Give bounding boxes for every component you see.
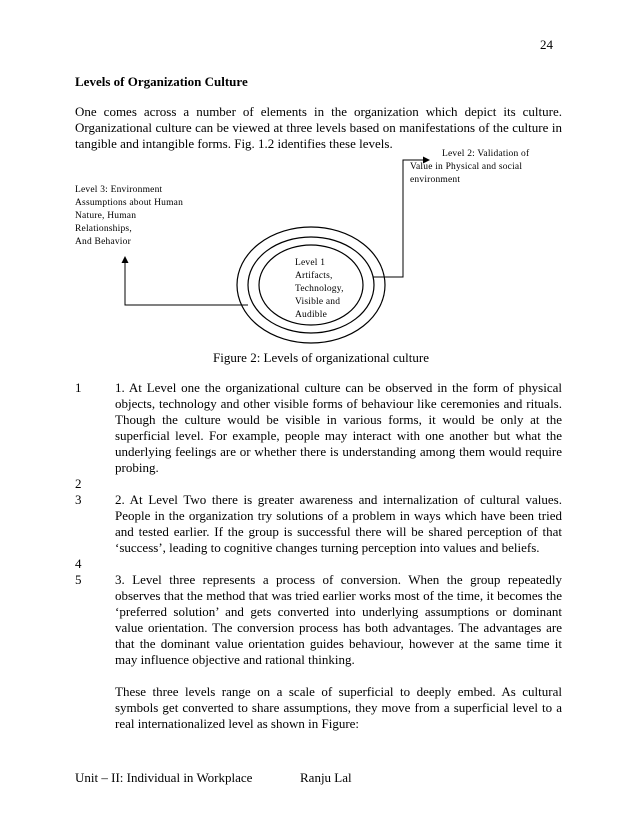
level3-line-1: Level 3: Environment [75,185,163,195]
list-item [75,556,562,572]
level3-line-5: And Behavior [75,237,131,247]
list-item-text: 1. At Level one the organizational culture can be observed in the form of physical objects, technology and other visible forms of behaviour like ceremonies and rituals. Though the culture would be visible in various forms, it would be only at the superficial level. For example, people may interact with one another but what the underlying feelings are or whether there is understanding among them would require probing. [115,380,562,475]
list-item [75,492,562,556]
level1-label [295,257,357,322]
list-item-text: 3. Level three represents a process of conversion. When the group repeatedly observes that the method that was tried earlier works most of the time, it becomes the ‘preferred solution’ and gets converted into underlying assumptions or dominant value orientation. The conversion process has both advantages. The advantages are that the dominant value orientation guides behaviour, however at the same time it may influence objective and rational thinking. [115,572,562,667]
line-number: 3 [75,492,82,507]
level3-arrow-head [122,256,129,263]
line-number: 1 [75,380,82,395]
list-item-text [115,476,562,492]
line-number: 2 [75,476,82,491]
level1-line-2: Artifacts, [295,271,333,281]
numbered-list [75,380,562,732]
footer-author: Ranju Lal [300,770,352,785]
intro-paragraph: One comes across a number of elements in the organization which depict its culture. Organizational culture can be viewed at three levels based on manifestations of the culture in tangible and intangible forms. Fig. 1.2 identifies these levels. [75,104,562,151]
list-item-text: These three levels range on a scale of superficial to deeply embed. As cultural symbols get converted to share assumptions, they move from a superficial level to a real internationalized level as shown in Figure: [115,684,562,731]
level2-label [410,148,562,187]
page-number: 24 [540,37,553,52]
level3-line-4: Relationships, [75,224,132,234]
line-number: 5 [75,572,82,587]
level3-line-2: Assumptions about Human [75,198,184,208]
footer-unit: Unit – II: Individual in Workplace [75,770,253,785]
line-number: 4 [75,556,82,571]
level3-label [75,184,215,249]
list-item-text [115,556,562,572]
figure-caption: Figure 2: Levels of organizational culture [213,350,429,365]
level3-line-3: Nature, Human [75,211,137,221]
list-item [75,572,562,668]
level1-line-5: Audible [295,310,328,320]
list-item-text: 2. At Level Two there is greater awareness and internalization of cultural values. People in the organization try solutions of a problem in ways which have been tried and tested earlier. If the group is successful there will be shared perception of that ‘success’, leading to cognitive changes turning perception into values and beliefs. [115,492,562,555]
list-item [75,476,562,492]
list-item [75,380,562,476]
level1-line-1: Level 1 [295,258,326,268]
level3-connector [125,258,248,305]
level2-line-3: environment [410,175,461,185]
level2-line-1: Level 2: Validation of [442,149,530,159]
section-heading: Levels of Organization Culture [75,74,248,89]
level1-line-3: Technology, [295,284,344,294]
list-item [75,684,562,732]
line-number [75,684,115,732]
level2-line-2: Value in Physical and social [410,162,523,172]
level1-line-4: Visible and [295,297,341,307]
